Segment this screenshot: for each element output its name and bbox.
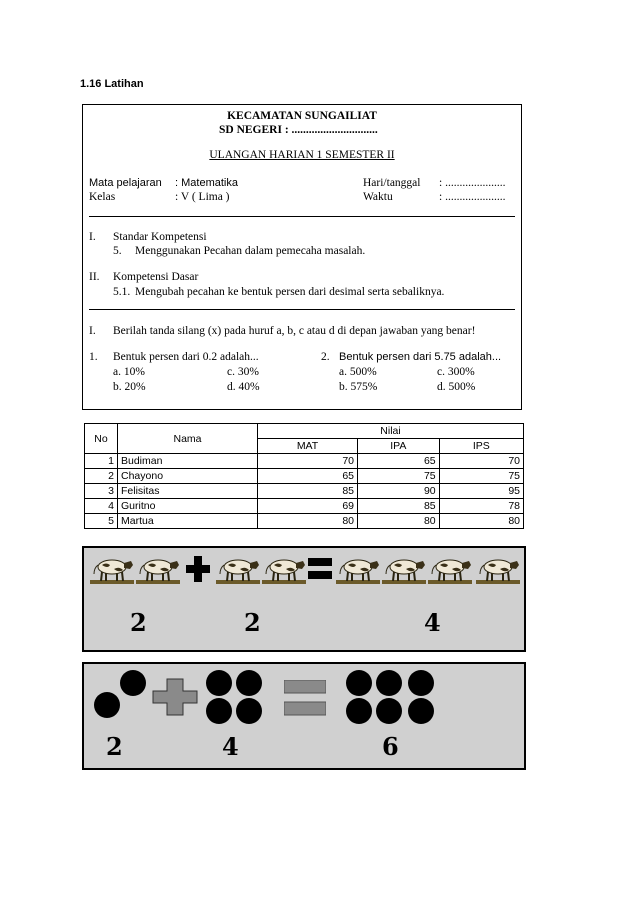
cow-icon: [90, 552, 134, 586]
cell-mat: 70: [258, 454, 358, 469]
table-row: [85, 484, 524, 499]
question-option: a. 10%: [113, 366, 145, 378]
dot-icon: [236, 698, 262, 724]
number-label: 4: [222, 732, 239, 761]
sk-item-number: 5.: [113, 245, 122, 257]
header-nilai: Nilai: [258, 424, 524, 439]
question-text: Bentuk persen dari 0.2 adalah...: [113, 351, 259, 363]
table-row: [85, 469, 524, 484]
cell-ips: 70: [439, 454, 523, 469]
cell-ips: 95: [439, 484, 523, 499]
cell-name: Chayono: [118, 469, 258, 484]
instruction-text: Berilah tanda silang (x) pada huruf a, b, c atau d di depan jawaban yang benar!: [113, 325, 476, 337]
cell-mat: 80: [258, 514, 358, 529]
cell-ipa: 80: [358, 514, 440, 529]
district-title: KECAMATAN SUNGAILIAT: [227, 110, 377, 122]
plus-icon: [186, 556, 210, 582]
time-label: Waktu: [363, 191, 393, 203]
time-value: : .....................: [439, 191, 506, 203]
question-option: b. 575%: [339, 381, 378, 393]
cell-mat: 69: [258, 499, 358, 514]
question-text: Bentuk persen dari 5.75 adalah...: [339, 351, 502, 363]
class-label: Kelas: [89, 191, 116, 203]
question-option: c. 30%: [227, 366, 259, 378]
dot-icon: [376, 698, 402, 724]
sk-number: I.: [89, 231, 96, 243]
subject-label: Mata pelajaran: [89, 177, 162, 189]
cell-mat: 85: [258, 484, 358, 499]
cow-icon: [336, 552, 380, 586]
cow-icon: [136, 552, 180, 586]
dot-icon: [206, 670, 232, 696]
cell-no: 1: [85, 454, 118, 469]
number-label: 2: [244, 608, 261, 637]
cow-icon: [382, 552, 426, 586]
number-label: 2: [130, 608, 147, 637]
question-option: b. 20%: [113, 381, 146, 393]
kd-title: Kompetensi Dasar: [113, 271, 199, 283]
cell-no: 4: [85, 499, 118, 514]
cow-addition-panel: [82, 546, 526, 652]
subject-value: : Matematika: [175, 177, 238, 189]
cell-no: 3: [85, 484, 118, 499]
question-option: d. 40%: [227, 381, 260, 393]
cell-mat: 65: [258, 469, 358, 484]
question-option: a. 500%: [339, 366, 377, 378]
date-label: Hari/tanggal: [363, 177, 421, 189]
exam-title: ULANGAN HARIAN 1 SEMESTER II: [209, 149, 395, 161]
exam-header-box: [82, 104, 522, 410]
header-no: No: [85, 424, 118, 454]
divider: [89, 216, 515, 217]
section-title: 1.16 Latihan: [80, 78, 144, 90]
cell-no: 5: [85, 514, 118, 529]
dot-addition-panel: [82, 662, 526, 770]
number-label: 4: [424, 608, 441, 637]
equals-icon: [308, 558, 332, 580]
cell-name: Martua: [118, 514, 258, 529]
dot-icon: [236, 670, 262, 696]
grades-table: [84, 423, 524, 529]
date-value: : .....................: [439, 177, 506, 189]
instruction-number: I.: [89, 325, 96, 337]
cell-name: Guritno: [118, 499, 258, 514]
dot-icon: [94, 692, 120, 718]
cell-ipa: 85: [358, 499, 440, 514]
dot-icon: [376, 670, 402, 696]
table-row: [85, 454, 524, 469]
cell-ips: 80: [439, 514, 523, 529]
cell-ipa: 65: [358, 454, 440, 469]
sk-title: Standar Kompetensi: [113, 231, 207, 243]
equals-icon: [284, 680, 326, 716]
kd-item: Mengubah pecahan ke bentuk persen dari desimal serta sebaliknya.: [135, 286, 445, 298]
class-value: : V ( Lima ): [175, 191, 230, 203]
kd-number: II.: [89, 271, 100, 283]
plus-icon: [152, 678, 198, 716]
cell-ips: 78: [439, 499, 523, 514]
dot-icon: [408, 698, 434, 724]
number-label: 2: [106, 732, 123, 761]
dot-icon: [408, 670, 434, 696]
table-row: [85, 499, 524, 514]
table-row: [85, 514, 524, 529]
question-number: 1.: [89, 351, 98, 363]
question-number: 2.: [321, 351, 330, 363]
cell-ipa: 90: [358, 484, 440, 499]
dot-icon: [206, 698, 232, 724]
header-nama: Nama: [118, 424, 258, 454]
cow-icon: [216, 552, 260, 586]
dot-icon: [346, 670, 372, 696]
dot-icon: [346, 698, 372, 724]
cow-icon: [262, 552, 306, 586]
cow-icon: [476, 552, 520, 586]
cell-ips: 75: [439, 469, 523, 484]
header-mat: MAT: [258, 439, 358, 454]
cell-no: 2: [85, 469, 118, 484]
cell-ipa: 75: [358, 469, 440, 484]
header-ips: IPS: [439, 439, 523, 454]
cell-name: Felisitas: [118, 484, 258, 499]
question-option: d. 500%: [437, 381, 476, 393]
cell-name: Budiman: [118, 454, 258, 469]
number-label: 6: [382, 732, 399, 761]
header-ipa: IPA: [358, 439, 440, 454]
sk-item: Menggunakan Pecahan dalam pemecaha masalah.: [135, 245, 366, 257]
dot-icon: [120, 670, 146, 696]
school-name: SD NEGERI : ..............................: [219, 124, 378, 136]
kd-item-number: 5.1.: [113, 286, 131, 298]
divider: [89, 309, 515, 310]
question-option: c. 300%: [437, 366, 475, 378]
cow-icon: [428, 552, 472, 586]
